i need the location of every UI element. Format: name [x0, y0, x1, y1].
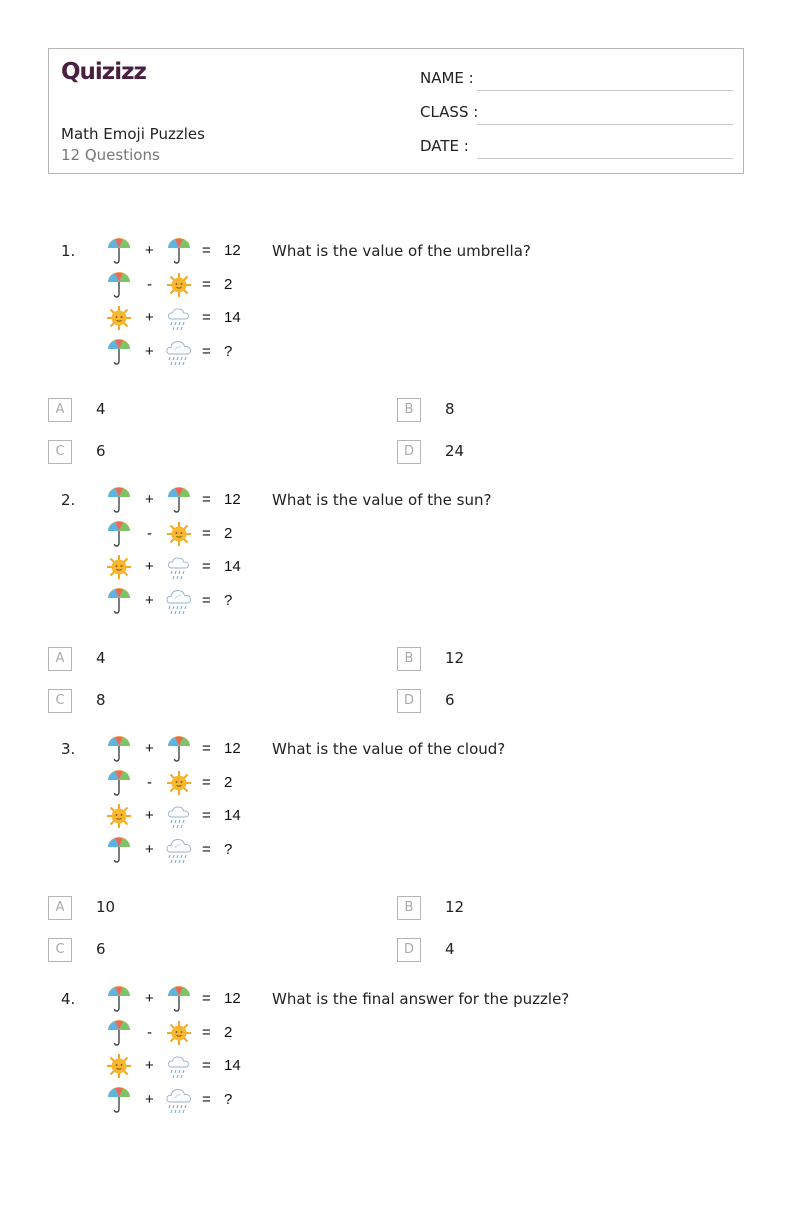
sun-icon: [166, 519, 192, 549]
equals-sign: =: [202, 276, 211, 293]
answer-option[interactable]: [397, 896, 697, 920]
option-value: 8: [96, 691, 106, 709]
puzzle-row: [106, 1051, 256, 1081]
puzzle-result: 2: [224, 525, 233, 542]
sun-icon: [106, 552, 132, 582]
option-value: 4: [96, 400, 106, 418]
name-line[interactable]: [477, 90, 733, 91]
umbrella-icon: [106, 984, 132, 1014]
cloud-icon: [166, 303, 192, 333]
rain-cloud-icon: [166, 586, 192, 616]
operator: -: [147, 525, 152, 542]
option-value: 10: [96, 898, 116, 916]
emoji-puzzle: [106, 984, 256, 1124]
puzzle-result: ?: [224, 592, 233, 609]
date-label: DATE :: [420, 137, 469, 155]
worksheet-title: Math Emoji Puzzles: [61, 125, 205, 143]
umbrella-icon: [166, 984, 192, 1014]
option-value: 4: [96, 649, 106, 667]
answer-option[interactable]: [48, 647, 348, 671]
worksheet-header: [48, 48, 744, 174]
question-number: 4.: [61, 990, 76, 1008]
class-field[interactable]: [420, 103, 733, 125]
puzzle-result: ?: [224, 841, 233, 858]
umbrella-icon: [106, 236, 132, 266]
puzzle-row: [106, 1018, 256, 1048]
operator: +: [145, 1091, 154, 1108]
date-field[interactable]: [420, 137, 733, 159]
question-text: What is the value of the sun?: [272, 491, 492, 509]
operator: -: [147, 276, 152, 293]
equals-sign: =: [202, 242, 211, 259]
answer-option[interactable]: [48, 440, 348, 464]
umbrella-icon: [106, 835, 132, 865]
answer-option[interactable]: [48, 689, 348, 713]
sun-icon: [166, 270, 192, 300]
question-count: 12 Questions: [61, 146, 160, 164]
question-number: 3.: [61, 740, 76, 758]
puzzle-row: [106, 485, 256, 515]
sun-icon: [106, 801, 132, 831]
operator: -: [147, 1024, 152, 1041]
cloud-icon: [166, 801, 192, 831]
option-letter-box[interactable]: A: [48, 647, 72, 671]
option-letter-box[interactable]: B: [397, 398, 421, 422]
sun-icon: [166, 1018, 192, 1048]
emoji-puzzle: [106, 485, 256, 625]
equals-sign: =: [202, 807, 211, 824]
puzzle-result: 12: [224, 740, 241, 757]
name-label: NAME :: [420, 69, 474, 87]
puzzle-result: 12: [224, 990, 241, 1007]
equals-sign: =: [202, 592, 211, 609]
option-letter-box[interactable]: C: [48, 689, 72, 713]
option-value: 12: [445, 649, 465, 667]
question-number: 1.: [61, 242, 76, 260]
umbrella-icon: [106, 768, 132, 798]
puzzle-row: [106, 835, 256, 865]
question-block: [0, 242, 794, 482]
answer-option[interactable]: [48, 896, 348, 920]
cloud-icon: [166, 1051, 192, 1081]
answer-option[interactable]: [397, 938, 697, 962]
option-value: 6: [96, 442, 106, 460]
umbrella-icon: [166, 236, 192, 266]
option-letter-box[interactable]: D: [397, 440, 421, 464]
puzzle-result: 2: [224, 774, 233, 791]
sun-icon: [166, 768, 192, 798]
puzzle-row: [106, 270, 256, 300]
cloud-icon: [166, 552, 192, 582]
puzzle-row: [106, 552, 256, 582]
puzzle-result: 14: [224, 558, 241, 575]
equals-sign: =: [202, 740, 211, 757]
sun-icon: [106, 303, 132, 333]
puzzle-row: [106, 1085, 256, 1115]
puzzle-row: [106, 768, 256, 798]
equals-sign: =: [202, 990, 211, 1007]
operator: +: [145, 309, 154, 326]
puzzle-result: 14: [224, 1057, 241, 1074]
date-line[interactable]: [477, 158, 733, 159]
puzzle-row: [106, 586, 256, 616]
rain-cloud-icon: [166, 1085, 192, 1115]
rain-cloud-icon: [166, 337, 192, 367]
umbrella-icon: [166, 485, 192, 515]
option-value: 6: [445, 691, 455, 709]
equals-sign: =: [202, 1091, 211, 1108]
equals-sign: =: [202, 1024, 211, 1041]
puzzle-result: ?: [224, 1091, 233, 1108]
umbrella-icon: [106, 586, 132, 616]
puzzle-result: 2: [224, 276, 233, 293]
equals-sign: =: [202, 491, 211, 508]
equals-sign: =: [202, 558, 211, 575]
class-label: CLASS :: [420, 103, 479, 121]
option-letter-box[interactable]: A: [48, 896, 72, 920]
question-number: 2.: [61, 491, 76, 509]
umbrella-icon: [106, 519, 132, 549]
option-value: 6: [96, 940, 106, 958]
puzzle-row: [106, 519, 256, 549]
operator: +: [145, 343, 154, 360]
umbrella-icon: [106, 337, 132, 367]
emoji-puzzle: [106, 236, 256, 376]
question-block: [0, 990, 794, 1230]
umbrella-icon: [166, 734, 192, 764]
puzzle-row: [106, 984, 256, 1014]
umbrella-icon: [106, 270, 132, 300]
puzzle-row: [106, 734, 256, 764]
operator: +: [145, 807, 154, 824]
answer-option[interactable]: [48, 938, 348, 962]
option-value: 4: [445, 940, 455, 958]
question-block: [0, 740, 794, 980]
umbrella-icon: [106, 1085, 132, 1115]
equals-sign: =: [202, 525, 211, 542]
puzzle-result: 12: [224, 242, 241, 259]
operator: +: [145, 841, 154, 858]
puzzle-row: [106, 801, 256, 831]
sun-icon: [106, 1051, 132, 1081]
question-text: What is the value of the umbrella?: [272, 242, 531, 260]
operator: +: [145, 740, 154, 757]
puzzle-result: 14: [224, 309, 241, 326]
operator: +: [145, 242, 154, 259]
option-letter-box[interactable]: D: [397, 689, 421, 713]
puzzle-result: 2: [224, 1024, 233, 1041]
puzzle-result: 12: [224, 491, 241, 508]
quizizz-logo: Quizizz: [61, 59, 146, 85]
puzzle-result: 14: [224, 807, 241, 824]
operator: +: [145, 558, 154, 575]
puzzle-row: [106, 303, 256, 333]
option-value: 8: [445, 400, 455, 418]
option-value: 12: [445, 898, 465, 916]
answer-option[interactable]: [397, 689, 697, 713]
umbrella-icon: [106, 485, 132, 515]
class-line[interactable]: [477, 124, 733, 125]
operator: +: [145, 592, 154, 609]
puzzle-row: [106, 337, 256, 367]
question-text: What is the final answer for the puzzle?: [272, 990, 570, 1008]
answer-option[interactable]: [397, 647, 697, 671]
umbrella-icon: [106, 734, 132, 764]
option-letter-box[interactable]: B: [397, 647, 421, 671]
option-letter-box[interactable]: C: [48, 440, 72, 464]
equals-sign: =: [202, 841, 211, 858]
name-field[interactable]: [420, 69, 733, 91]
question-block: [0, 491, 794, 731]
option-letter-box[interactable]: D: [397, 938, 421, 962]
option-letter-box[interactable]: C: [48, 938, 72, 962]
emoji-puzzle: [106, 734, 256, 874]
answer-option[interactable]: [397, 398, 697, 422]
operator: +: [145, 1057, 154, 1074]
puzzle-row: [106, 236, 256, 266]
option-letter-box[interactable]: B: [397, 896, 421, 920]
equals-sign: =: [202, 774, 211, 791]
equals-sign: =: [202, 1057, 211, 1074]
puzzle-result: ?: [224, 343, 233, 360]
operator: +: [145, 491, 154, 508]
equals-sign: =: [202, 343, 211, 360]
operator: -: [147, 774, 152, 791]
question-text: What is the value of the cloud?: [272, 740, 506, 758]
equals-sign: =: [202, 309, 211, 326]
rain-cloud-icon: [166, 835, 192, 865]
operator: +: [145, 990, 154, 1007]
option-value: 24: [445, 442, 465, 460]
answer-option[interactable]: [48, 398, 348, 422]
umbrella-icon: [106, 1018, 132, 1048]
answer-option[interactable]: [397, 440, 697, 464]
option-letter-box[interactable]: A: [48, 398, 72, 422]
